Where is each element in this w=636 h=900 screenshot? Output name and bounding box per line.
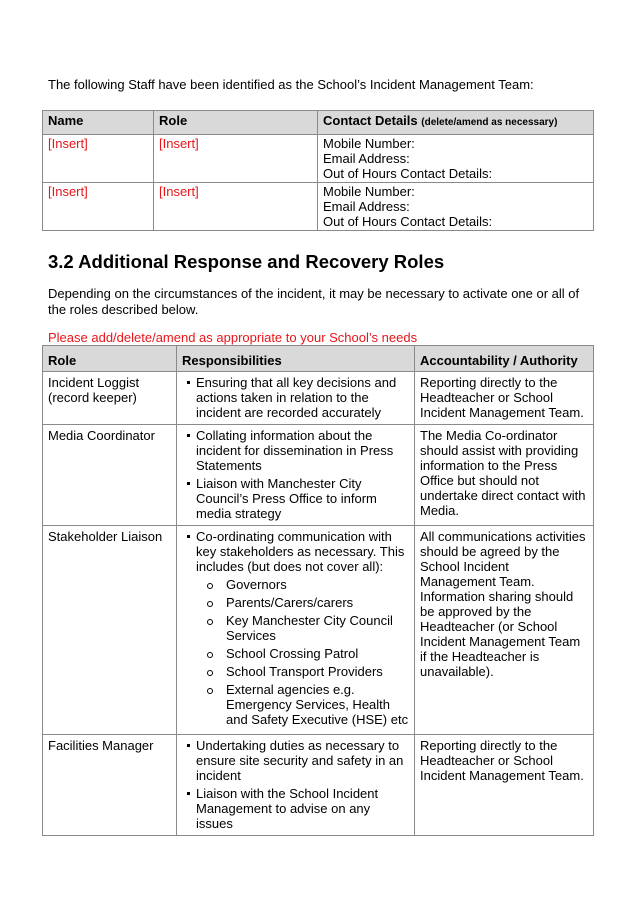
responsibility-item: Undertaking duties as necessary to ensure site security and safety in an incident: [182, 738, 409, 783]
amend-note: Please add/delete/amend as appropriate to your School’s needs: [48, 330, 418, 345]
authority-cell: The Media Co-ordinator should assist with providing information to the Press Office but should not undertake direct contact with Media.: [415, 425, 594, 526]
table-row: [43, 183, 594, 231]
responsibilities-cell: [177, 372, 415, 425]
sub-item: Parents/Carers/carers: [196, 595, 409, 610]
stakeholder-sublist: [196, 577, 409, 727]
roles-table: [42, 345, 594, 836]
responsibility-item: Liaison with the School Incident Management to advise on any issues: [182, 786, 409, 831]
role-cell[interactable]: [Insert]: [154, 135, 318, 183]
sub-item: School Transport Providers: [196, 664, 409, 679]
table-row: [43, 372, 594, 425]
header-role: Role: [43, 346, 177, 372]
table-row: [43, 425, 594, 526]
authority-cell: Reporting directly to the Headteacher or School Incident Management Team.: [415, 735, 594, 836]
contact-cell[interactable]: [318, 135, 594, 183]
contact-cell[interactable]: [318, 183, 594, 231]
mobile-label: Mobile Number:: [323, 184, 415, 199]
responsibility-item: Co-ordinating communication with key stakeholders as necessary. This includes (but does not cover all): Governors Parents/Carers/carers Key Manchester City Council Services School Crossing Patrol School Transport Providers External agencies e.g. Emergency Services, Health and Safety Executive (HSE) etc: [182, 529, 409, 727]
email-label: Email Address:: [323, 199, 410, 214]
responsibilities-cell: [177, 425, 415, 526]
header-role: Role: [154, 111, 318, 135]
responsibilities-cell: [177, 735, 415, 836]
responsibility-item: Liaison with Manchester City Council’s Press Office to inform media strategy: [182, 476, 409, 521]
authority-cell: Reporting directly to the Headteacher or School Incident Management Team.: [415, 372, 594, 425]
header-contact: Contact Details (delete/amend as necessary): [318, 111, 594, 135]
name-cell[interactable]: [Insert]: [43, 135, 154, 183]
out-of-hours-label: Out of Hours Contact Details:: [323, 214, 493, 229]
out-of-hours-label: Out of Hours Contact Details:: [323, 166, 493, 181]
sub-item: Key Manchester City Council Services: [196, 613, 409, 643]
header-name: Name: [43, 111, 154, 135]
email-label: Email Address:: [323, 151, 410, 166]
table-row: [43, 735, 594, 836]
sub-item: Governors: [196, 577, 409, 592]
table-row: [43, 135, 594, 183]
incident-team-table: [42, 110, 594, 231]
table-header-row: [43, 111, 594, 135]
header-responsibilities: Responsibilities: [177, 346, 415, 372]
responsibilities-cell: [177, 526, 415, 735]
header-contact-note: (delete/amend as necessary): [421, 117, 558, 128]
section-paragraph: Depending on the circumstances of the incident, it may be necessary to activate one or all of the roles described below.: [48, 286, 580, 317]
section-heading: 3.2 Additional Response and Recovery Roles: [48, 251, 445, 272]
sub-item: School Crossing Patrol: [196, 646, 409, 661]
name-cell[interactable]: [Insert]: [43, 183, 154, 231]
intro-text: The following Staff have been identified as the School’s Incident Management Team:: [48, 77, 534, 92]
role-cell: Facilities Manager: [43, 735, 177, 836]
authority-cell: All communications activities should be agreed by the School Incident Management Team. Information sharing should be approved by the Headteacher (or School Incident Management Team if the Headteacher is unavailable).: [415, 526, 594, 735]
responsibility-item: Collating information about the incident for dissemination in Press Statements: [182, 428, 409, 473]
responsibility-item: Ensuring that all key decisions and actions taken in relation to the incident are recorded accurately: [182, 375, 409, 420]
mobile-label: Mobile Number:: [323, 136, 415, 151]
role-cell[interactable]: [Insert]: [154, 183, 318, 231]
table-header-row: [43, 346, 594, 372]
role-cell: Incident Loggist (record keeper): [43, 372, 177, 425]
role-cell: Media Coordinator: [43, 425, 177, 526]
table-row: [43, 526, 594, 735]
role-cell: Stakeholder Liaison: [43, 526, 177, 735]
header-authority: Accountability / Authority: [415, 346, 594, 372]
sub-item: External agencies e.g. Emergency Services, Health and Safety Executive (HSE) etc: [196, 682, 409, 727]
